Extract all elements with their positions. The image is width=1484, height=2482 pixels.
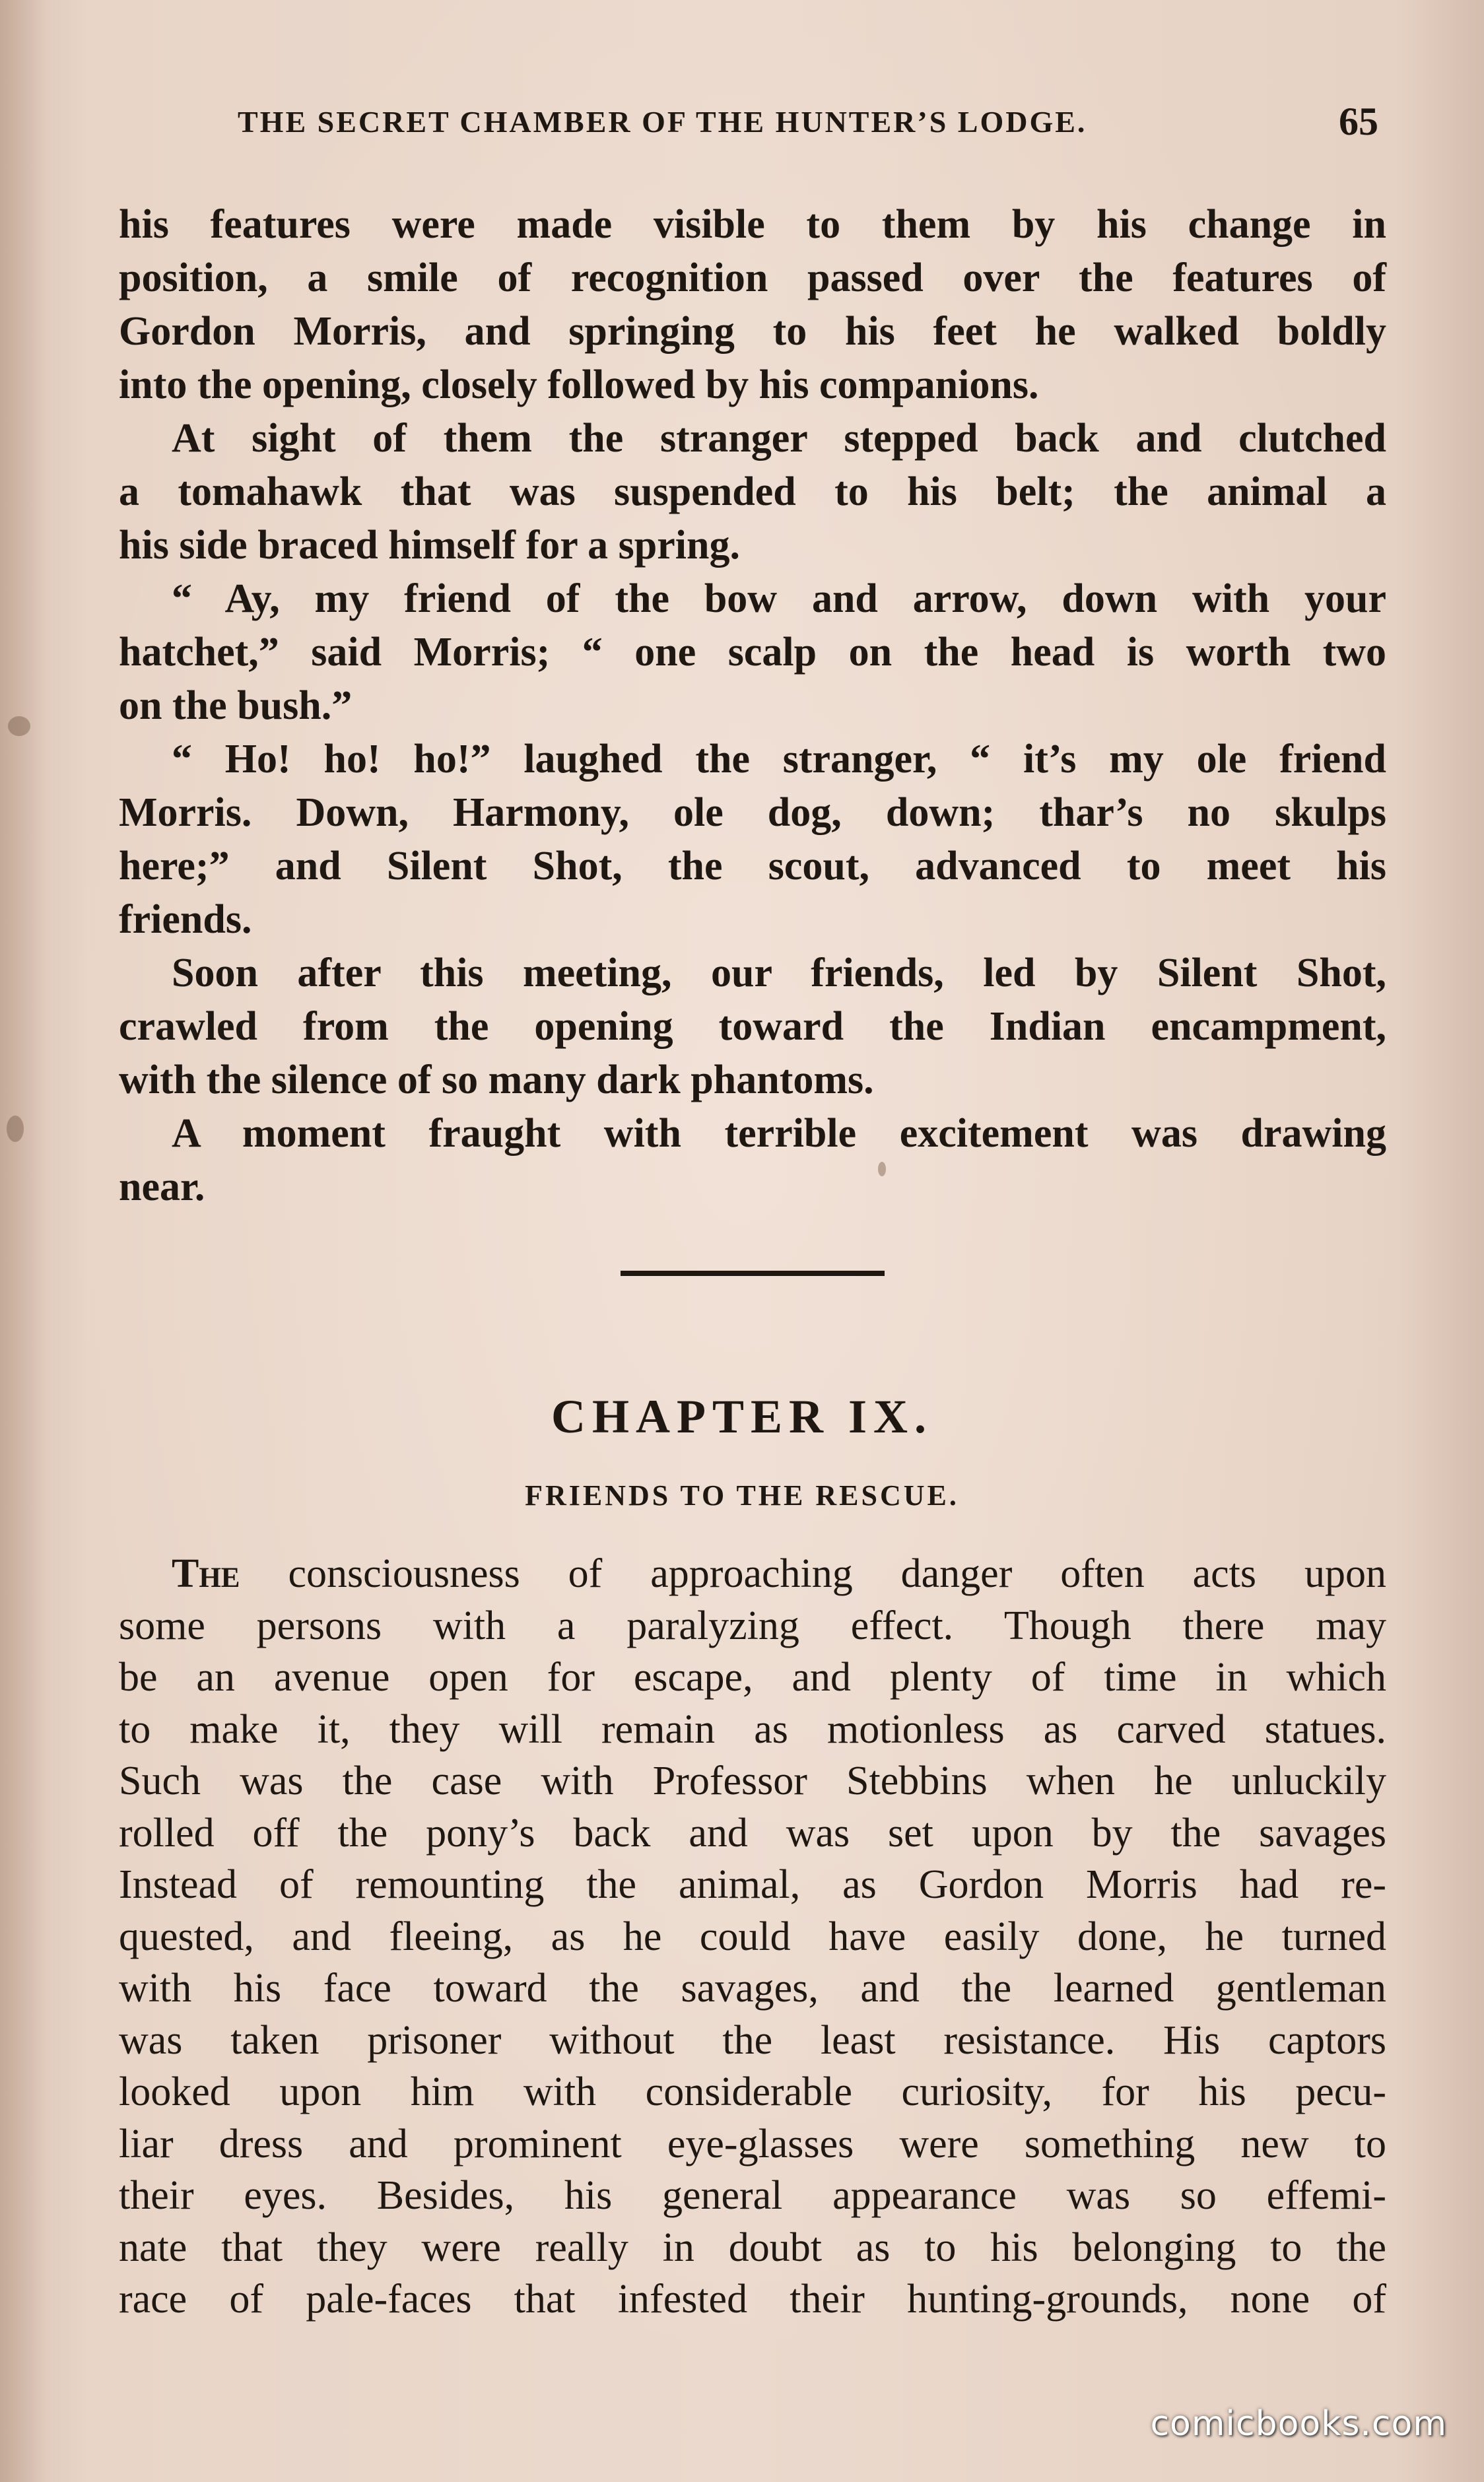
- text-line: crawled from the opening toward the Indian encampment,: [119, 1004, 1386, 1049]
- running-head: THE SECRET CHAMBER OF THE HUNTER’S LODGE.: [238, 105, 1087, 139]
- chapter-title: CHAPTER IX.: [551, 1390, 933, 1443]
- text-line: Gordon Morris, and springing to his feet he walked boldly: [119, 309, 1386, 354]
- text-line: their eyes. Besides, his general appearance was so effemi-: [119, 2173, 1386, 2218]
- text-line: quested, and fleeing, as he could have easily done, he turned: [119, 1914, 1386, 1959]
- text-line: race of pale-faces that infested their hunting-grounds, none of: [119, 2277, 1386, 2322]
- text-line: position, a smile of recognition passed over the features of: [119, 255, 1386, 300]
- text-line: rolled off the pony’s back and was set upon by the savages: [119, 1810, 1386, 1856]
- page-header: [119, 99, 1392, 152]
- text-line: Morris. Down, Harmony, ole dog, down; thar’s no skulps: [119, 790, 1386, 835]
- text-line-first: [119, 1548, 1386, 1600]
- text-line: hatchet,” said Morris; “ one scalp on the head is worth two: [119, 630, 1386, 675]
- text-line: Soon after this meeting, our friends, led by Silent Shot,: [172, 951, 1386, 995]
- paper-blemish: [8, 716, 30, 736]
- text-line: on the bush.”: [119, 683, 353, 728]
- text-line: friends.: [119, 897, 252, 942]
- site-watermark: comicbooks.com: [1150, 2404, 1447, 2444]
- text-line: with the silence of so many dark phantoms.: [119, 1057, 874, 1102]
- text-line: A moment fraught with terrible excitement was drawing: [172, 1111, 1386, 1156]
- text-line: some persons with a paralyzing effect. Though there may: [119, 1603, 1386, 1648]
- page-number: 65: [1339, 100, 1378, 143]
- text-line: Such was the case with Professor Stebbins when he unluckily: [119, 1759, 1386, 1803]
- section-divider-rule: [621, 1271, 885, 1276]
- text-line: his features were made visible to them by his change in: [119, 202, 1386, 247]
- paper-blemish: [878, 1162, 886, 1176]
- text-line: here;” and Silent Shot, the scout, advanced to meet his: [119, 844, 1386, 889]
- text-line: to make it, they will remain as motionless as carved statues.: [119, 1706, 1386, 1752]
- text-line: looked upon him with considerable curiosity, for his pecu-: [119, 2069, 1386, 2114]
- text-line: into the opening, closely followed by his companions.: [119, 362, 1039, 407]
- text-line: a tomahawk that was suspended to his belt; the animal a: [119, 469, 1386, 514]
- opening-line-rest: consciousness of approaching danger often acts upon: [240, 1551, 1386, 1596]
- text-line: with his face toward the savages, and the learned gentleman: [119, 1966, 1386, 2011]
- opening-word: The: [172, 1551, 240, 1596]
- text-line: near.: [119, 1164, 205, 1209]
- text-line: Instead of remounting the animal, as Gordon Morris had re-: [119, 1862, 1386, 1907]
- text-line: be an avenue open for escape, and plenty of time in which: [119, 1655, 1386, 1700]
- text-line: “ Ho! ho! ho!” laughed the stranger, “ it’s my ole friend: [172, 737, 1386, 782]
- text-line: “ Ay, my friend of the bow and arrow, down with your: [172, 576, 1386, 621]
- text-line: his side braced himself for a spring.: [119, 523, 740, 568]
- text-block-bottom: [119, 1548, 1386, 2326]
- text-line: At sight of them the stranger stepped back and clutched: [172, 416, 1386, 461]
- paper-blemish: [7, 1116, 24, 1142]
- text-line: nate that they were really in doubt as to his belonging to the: [119, 2225, 1386, 2270]
- text-line: liar dress and prominent eye-glasses were something new to: [119, 2121, 1386, 2166]
- page-edge-shadow: [0, 0, 46, 2482]
- chapter-subtitle: FRIENDS TO THE RESCUE.: [525, 1479, 959, 1512]
- text-block-top: [119, 198, 1386, 1214]
- text-line: was taken prisoner without the least resistance. His captors: [119, 2017, 1386, 2063]
